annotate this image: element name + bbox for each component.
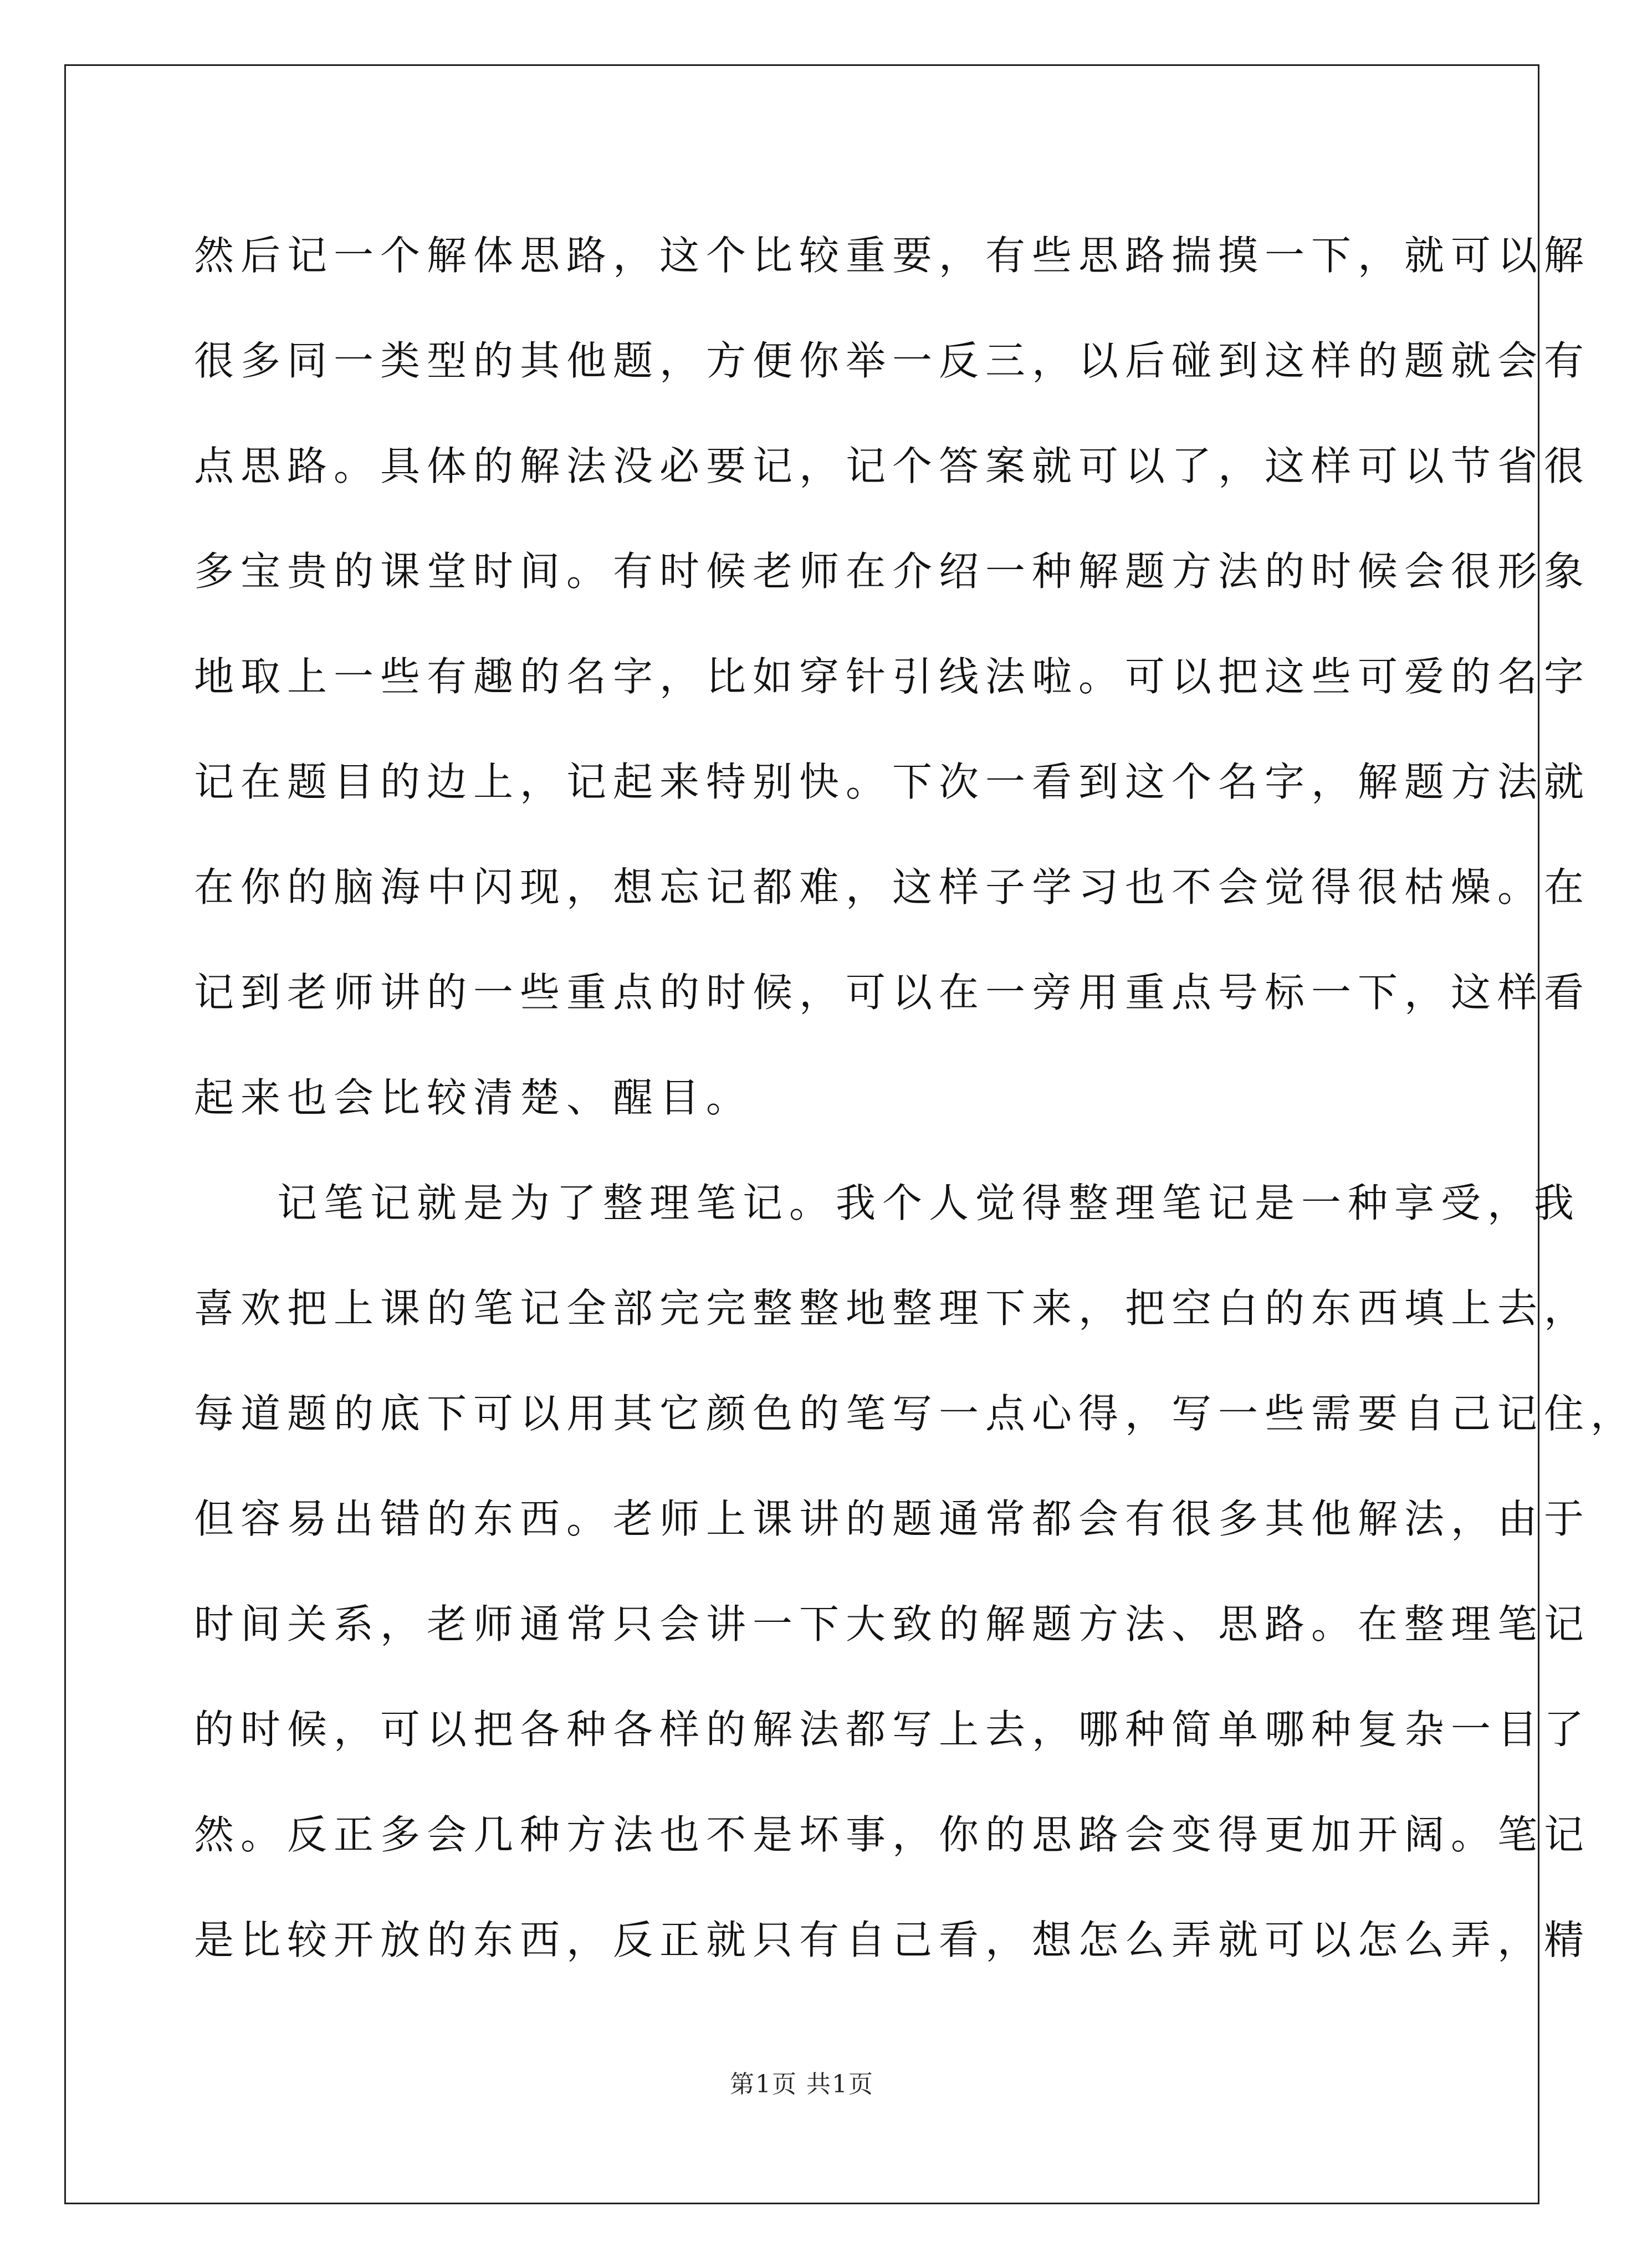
document-body [194,203,1637,1993]
text-line: 记到老师讲的一些重点的时候，可以在一旁用重点号标一下，这样看 [194,969,1591,1016]
text-line: 很多同一类型的其他题，方便你举一反三，以后碰到这样的题就会有 [194,337,1591,384]
text-line: 点思路。具体的解法没必要记，记个答案就可以了，这样可以节省很 [194,443,1591,489]
text-line: 但容易出错的东西。老师上课讲的题通常都会有很多其他解法，由于 [194,1496,1591,1542]
page-footer: 第1页 共1页 [730,2070,874,2098]
text-line: 多宝贵的课堂时间。有时候老师在介绍一种解题方法的时候会很形象 [194,548,1591,595]
text-line: 喜欢把上课的笔记全部完完整整地整理下来，把空白的东西填上去， [194,1285,1591,1332]
text-line: 地取上一些有趣的名字，比如穿针引线法啦。可以把这些可爱的名字 [194,653,1591,700]
text-line: 记笔记就是为了整理笔记。我个人觉得整理笔记是一种享受，我 [277,1180,1581,1226]
text-line: 时间关系，老师通常只会讲一下大致的解题方法、思路。在整理笔记 [194,1601,1591,1647]
text-line: 的时候，可以把各种各样的解法都写上去，哪种简单哪种复杂一目了 [194,1706,1591,1753]
text-line: 每道题的底下可以用其它颜色的笔写一点心得，写一些需要自己记住， [194,1390,1637,1437]
text-line: 在你的脑海中闪现，想忘记都难，这样子学习也不会觉得很枯燥。在 [194,864,1591,910]
text-line: 是比较开放的东西，反正就只有自己看，想怎么弄就可以怎么弄，精 [194,1917,1591,1963]
text-line: 然。反正多会几种方法也不是坏事，你的思路会变得更加开阔。笔记 [194,1811,1591,1858]
text-line: 起来也会比较清楚、醒目。 [194,1074,753,1121]
text-line: 记在题目的边上，记起来特别快。下次一看到这个名字，解题方法就 [194,759,1591,805]
text-line: 然后记一个解体思路，这个比较重要，有些思路揣摸一下，就可以解 [194,232,1591,279]
paragraph-1 [194,203,1591,1150]
paragraph-2 [194,1150,1637,1993]
